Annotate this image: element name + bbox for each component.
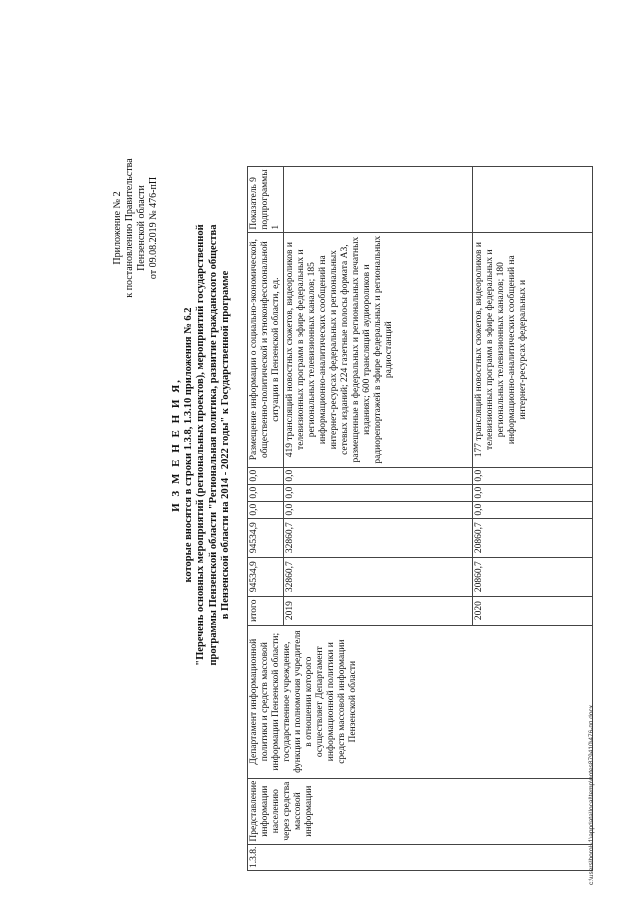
header-line-2: к постановлению Правительства (124, 158, 135, 298)
year-cell: 2020 (473, 596, 593, 625)
document-title (170, 135, 233, 755)
value-cell: 0,0 (248, 484, 284, 501)
indicator: Показатель 9 подпрограммы 1 (248, 167, 284, 232)
value-cell: 94534,9 (248, 518, 284, 557)
header-line-1: Приложение № 2 (112, 191, 123, 265)
indicator (284, 167, 473, 232)
header-line-3: Пензенской области (136, 185, 147, 271)
title-line-4: программы Пензенской области "Региональная политика, развитие гражданского общества (207, 224, 219, 666)
value-cell: 0,0 (473, 484, 593, 501)
approval-header (112, 143, 160, 313)
year-cell: итого (248, 596, 284, 625)
measure-name: Представление информации населению через средства массовой информации (248, 778, 593, 844)
title-line-3: "Перечень основных мероприятий (региональных проектов), мероприятий государственной (195, 224, 206, 666)
year-cell: 2019 (284, 596, 473, 625)
value-cell: 32860,7 (284, 518, 473, 557)
indicator (473, 167, 593, 232)
file-path-footer: c:\users\borol~1\appdata\local\temp\notes879410\476-пп.docx (588, 705, 595, 885)
value-cell: 0,0 (284, 501, 473, 518)
executor: Департамент информационной политики и средств массовой информации Пензенской области; государственное учреждение, функции и полномочия учредителя в отношении которого осуществляет Департамент информационной политики и средств массовой информации Пензенской области (248, 625, 593, 778)
result-text: Размещение информации о социально-экономической, общественно-политической и этноконфессиональной ситуации в Пензенской области, ед. (248, 232, 284, 467)
value-cell: 20860,7 (473, 518, 593, 557)
result-text: 419 трансляций новостных сюжетов, видеороликов и телевизионных программ в эфире федеральных и региональных телевизионных каналов; 185 информационно-аналитических сообщений на интернет-ресурсах федеральных и региональных сетевых изданий; 224 газетные полосы формата А3, размещенные в федеральных и региональных печатных изданиях; 600 трансляций аудиороликов и радиорепортажей в эфире федеральных и региональных радиостанций (284, 232, 473, 467)
title-line-2: которые вносятся в строки 1.3.8, 1.3.10 приложения № 6.2 (182, 307, 194, 583)
row-number: 1.3.8. (248, 844, 593, 870)
value-cell: 0,0 (248, 467, 284, 484)
value-cell: 0,0 (473, 501, 593, 518)
value-cell: 0,0 (284, 467, 473, 484)
result-text: 177 трансляций новостных сюжетов, видеороликов и телевизионных программ в эфире федеральных и региональных телевизионных каналов; 180 информационно-аналитических сообщений на интернет-ресурсах федеральных и (473, 232, 593, 467)
changes-table (247, 166, 593, 871)
value-cell: 0,0 (284, 484, 473, 501)
title-line-1: И З М Е Н Е Н И Я, (170, 378, 182, 512)
value-cell: 0,0 (248, 501, 284, 518)
table-row (248, 167, 284, 871)
header-line-4: от 09.08.2019 № 476-пП (148, 176, 159, 280)
value-cell: 32860,7 (284, 557, 473, 596)
title-line-5: в Пензенской области на 2014 - 2022 годы" к Государственной программе (220, 270, 231, 620)
value-cell: 94534,9 (248, 557, 284, 596)
value-cell: 0,0 (473, 467, 593, 484)
value-cell: 20860,7 (473, 557, 593, 596)
